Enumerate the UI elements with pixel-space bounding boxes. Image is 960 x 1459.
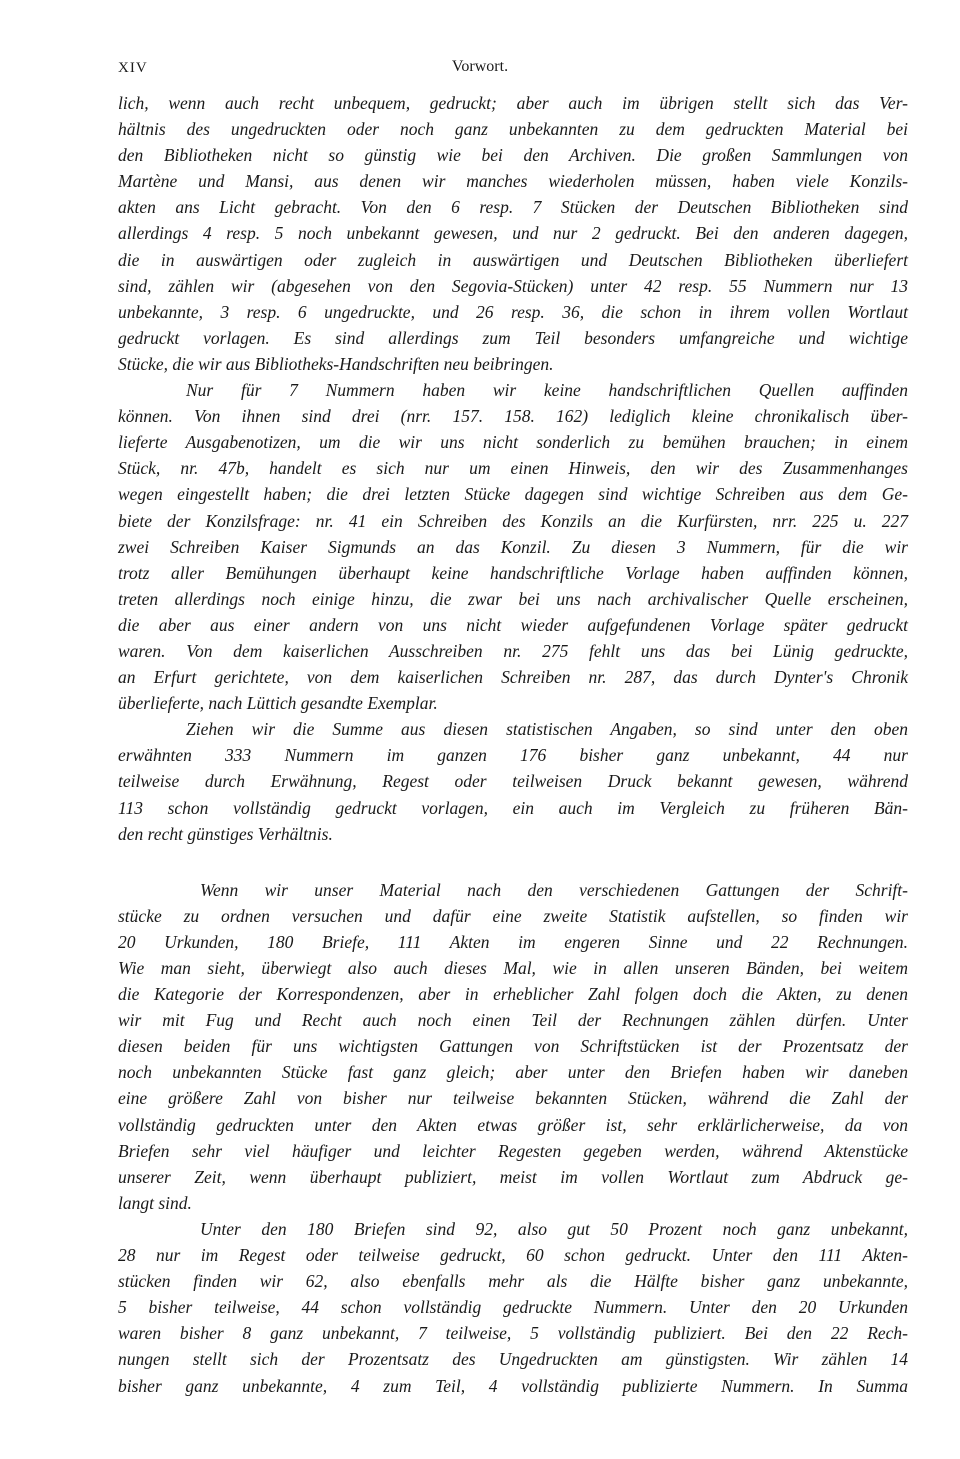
text-line: erwähnten 333 Nummern im ganzen 176 bisher ganz unbekannt, 44 nur	[118, 745, 908, 766]
text-line: hältnis des ungedruckten oder noch ganz unbekannten zu dem gedruckten Material bei	[118, 119, 908, 140]
text-line: akten ans Licht gebracht. Von den 6 resp. 7 Stücken der Deutschen Bibliotheken sind	[118, 197, 908, 218]
text-line: allerdings 4 resp. 5 noch unbekannt gewesen, und nur 2 gedruckt. Bei den anderen dagegen,	[118, 223, 908, 244]
text-line: treten allerdings noch einige hinzu, die zwar bei uns nach archivalischer Quelle erscheinen,	[118, 588, 908, 609]
text-line: Nur für 7 Nummern haben wir keine handschriftlichen Quellen auffinden	[186, 380, 908, 401]
text-line: vollständig gedruckten unter den Akten etwas größer ist, sehr erklärlicherweise, da von	[118, 1114, 908, 1135]
text-line: noch unbekannten Stücke fast ganz gleich; aber unter den Briefen haben wir daneben	[118, 1062, 908, 1083]
text-line: diesen beiden für uns wichtigsten Gattungen von Schriftstücken ist der Prozentsatz der	[118, 1036, 908, 1057]
text-line: wir mit Fug und Recht auch noch einen Teil der Rechnungen zählen dürfen. Unter	[118, 1010, 908, 1031]
text-line: zwei Schreiben Kaiser Sigmunds an das Konzil. Zu diesen 3 Nummern, für die wir	[118, 536, 908, 557]
text-line: Stücke, die wir aus Bibliotheks-Handschriften neu beibringen.	[118, 353, 554, 374]
text-line: teilweise durch Erwähnung, Regest oder teilweisen Druck bekannt gewesen, während	[118, 771, 908, 792]
text-line: Stück, nr. 47b, handelt es sich nur um einen Hinweis, den wir des Zusammenhanges	[118, 458, 908, 479]
text-line: Briefen sehr viel häufiger und leichter Regesten gegeben werden, während Aktenstücke	[118, 1140, 908, 1161]
text-line: waren bisher 8 ganz unbekannt, 7 teilweise, 5 vollständig publiziert. Bei den 22 Rech-	[118, 1323, 908, 1344]
text-line: unserer Zeit, wenn überhaupt publiziert, meist im vollen Wortlaut zum Abdruck ge-	[118, 1166, 908, 1187]
text-line: sind, zählen wir (abgesehen von den Segovia-Stücken) unter 42 resp. 55 Nummern nur 13	[118, 275, 908, 296]
text-line: lieferte Ausgabenotizen, um die wir uns nicht sonderlich zu bemühen brauchen; in einem	[118, 432, 908, 453]
text-line: Ziehen wir die Summe aus diesen statistischen Angaben, so sind unter den oben	[186, 719, 908, 740]
text-line: können. Von ihnen sind drei (nrr. 157. 158. 162) lediglich kleine chronikalisch über-	[118, 406, 908, 427]
text-line: an Erfurt gerichtete, von dem kaiserlichen Schreiben nr. 287, das durch Dynter's Chronik	[118, 667, 908, 688]
text-line: Unter den 180 Briefen sind 92, also gut 50 Prozent noch ganz unbekannt,	[200, 1218, 908, 1239]
text-line: 5 bisher teilweise, 44 schon vollständig gedruckte Nummern. Unter den 20 Urkunden	[118, 1297, 908, 1318]
text-line: eine größere Zahl von bisher nur teilweise bekannten Stücken, während die Zahl der	[118, 1088, 908, 1109]
page-header	[0, 58, 960, 82]
text-line: die Kategorie der Korrespondenzen, aber in erheblicher Zahl folgen doch die Akten, zu denen	[118, 984, 908, 1005]
text-line: überlieferte, nach Lüttich gesandte Exemplar.	[118, 693, 438, 714]
text-line: Wenn wir unser Material nach den verschiedenen Gattungen der Schrift-	[200, 879, 908, 900]
text-line: stücken finden wir 62, also ebenfalls mehr als die Hälfte bisher ganz unbekannte,	[118, 1271, 908, 1292]
text-line: nungen stellt sich der Prozentsatz des Ungedruckten am günstigsten. Wir zählen 14	[118, 1349, 908, 1370]
text-line: den Bibliotheken nicht so günstig wie bei den Archiven. Die großen Sammlungen von	[118, 145, 908, 166]
text-line: die aber aus einer andern von uns nicht wieder aufgefundenen Vorlage später gedruckt	[118, 614, 908, 635]
text-line: unbekannte, 3 resp. 6 ungedruckte, und 26 resp. 36, die schon in ihrem vollen Wortlaut	[118, 301, 908, 322]
text-line: bisher ganz unbekannte, 4 zum Teil, 4 vollständig publizierte Nummern. In Summa	[118, 1375, 908, 1396]
paragraph-gap	[118, 847, 908, 877]
text-line: gedruckt vorlagen. Es sind allerdings zum Teil besonders umfangreiche und wichtige	[118, 327, 908, 348]
text-line: Martène und Mansi, aus denen wir manches wiederholen müssen, haben viele Konzils-	[118, 171, 908, 192]
text-line: 113 schon vollständig gedruckt vorlagen, ein auch im Vergleich zu früheren Bän-	[118, 797, 908, 818]
body-text	[118, 90, 908, 1399]
text-line: 28 nur im Regest oder teilweise gedruckt, 60 schon gedruckt. Unter den 111 Akten-	[118, 1245, 908, 1266]
text-line: wegen eingestellt haben; die drei letzten Stücke dagegen sind wichtige Schreiben aus dem Ge-	[118, 484, 908, 505]
text-line: langt sind.	[118, 1192, 192, 1213]
text-line: stücke zu ordnen versuchen und dafür eine zweite Statistik aufstellen, so finden wir	[118, 905, 908, 926]
text-line: waren. Von dem kaiserlichen Ausschreiben nr. 275 fehlt uns das bei Lünig gedruckte,	[118, 640, 908, 661]
page-number: XIV	[118, 60, 148, 76]
text-line: den recht günstiges Verhältnis.	[118, 823, 333, 844]
text-line: die in auswärtigen oder zugleich in auswärtigen und Deutschen Bibliotheken überliefert	[118, 249, 908, 270]
text-line: biete der Konzilsfrage: nr. 41 ein Schreiben des Konzils an die Kurfürsten, nrr. 225 u. 227	[118, 510, 908, 531]
text-line: lich, wenn auch recht unbequem, gedruckt; aber auch im übrigen stellt sich das Ver-	[118, 93, 908, 113]
text-line: 20 Urkunden, 180 Briefe, 111 Akten im engeren Sinne und 22 Rechnungen.	[118, 931, 908, 952]
text-line: Wie man sieht, überwiegt also auch dieses Mal, wie in allen unseren Bänden, bei weitem	[118, 958, 908, 978]
running-title: Vorwort.	[451, 58, 509, 75]
text-line: trotz aller Bemühungen überhaupt keine handschriftliche Vorlage haben auffinden können,	[118, 562, 908, 583]
